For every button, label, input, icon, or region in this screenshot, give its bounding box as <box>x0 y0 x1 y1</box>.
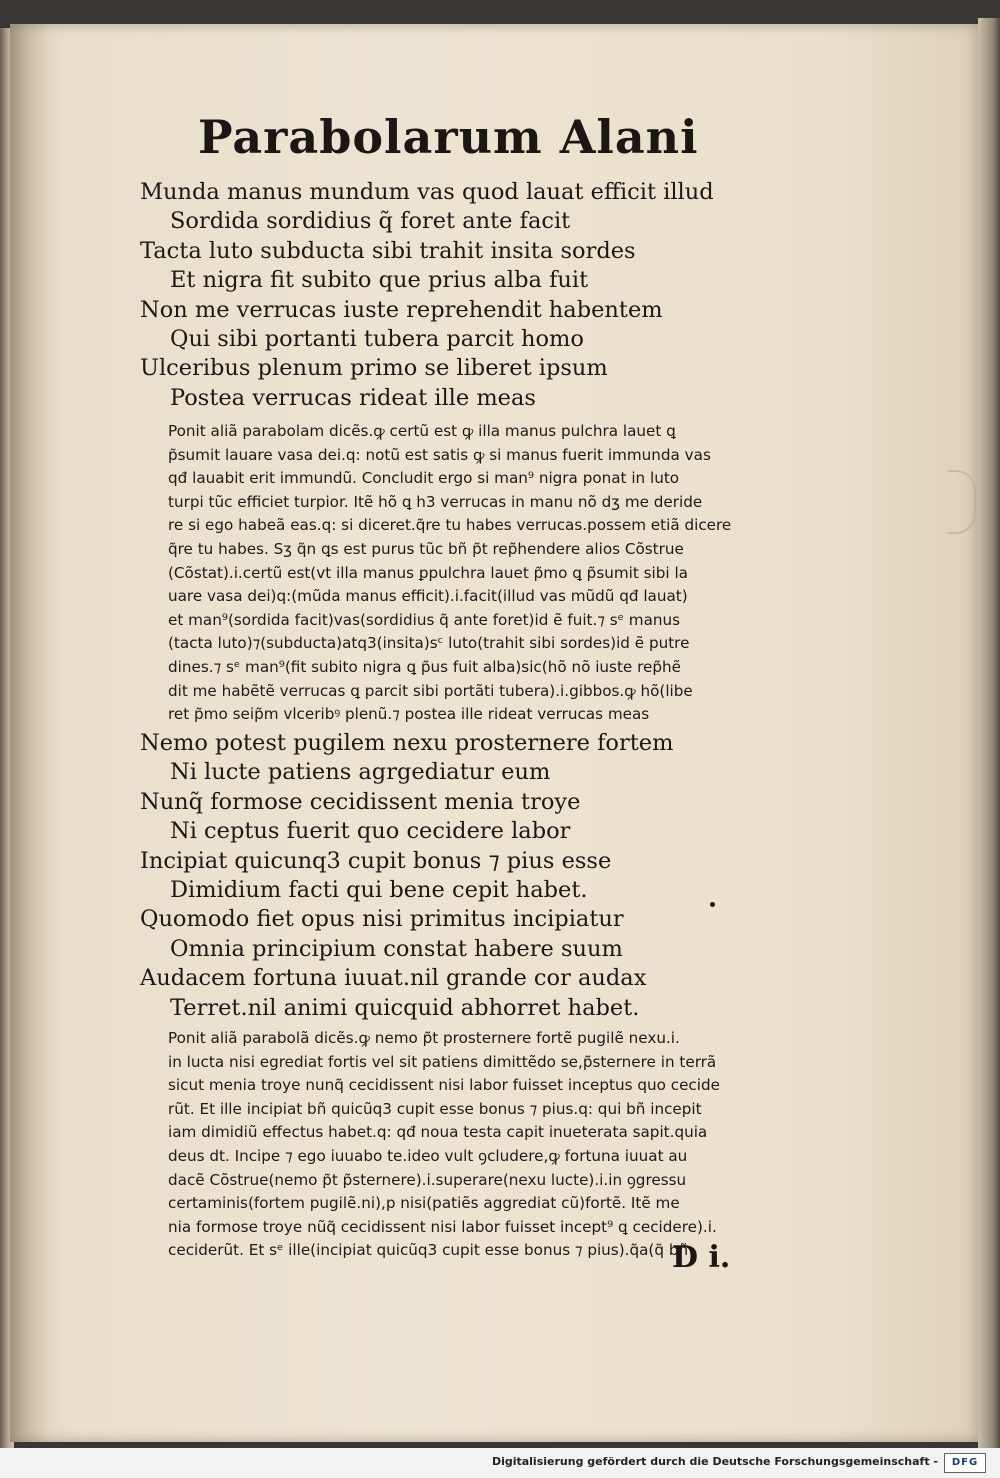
commentary-line: iam dimidiũ effectus habet.q: qđ noua testa capit inueterata sapit.quia <box>168 1123 708 1142</box>
commentary-line: dit me habẽtẽ verrucas ꝗ parcit sibi portãti tubera).i.gibbos.ꝙ hõ(libe <box>168 681 693 700</box>
running-head: Parabolarum Alani <box>198 110 699 164</box>
verse-line: Ulceribus plenum primo se liberet ipsum <box>140 355 608 382</box>
commentary-line: ceciderũt. Et sᵉ ille(incipiat quicũq3 cupit esse bonus ⁊ pius).q̃a(q̃ bñ <box>168 1241 689 1260</box>
commentary-line: certaminis(fortem pugilẽ.ni),p nisi(patiẽs aggrediat cũ)fortẽ. Itẽ me <box>168 1194 680 1213</box>
verse-line: Postea verrucas rideat ille meas <box>170 384 536 411</box>
footer-credit: Digitalisierung gefördert durch die Deutsche Forschungsgemeinschaft - <box>491 1455 938 1468</box>
verse-line: Non me verrucas iuste reprehendit habentem <box>140 296 663 323</box>
commentary-line: Ponit aliã parabolã dicẽs.ꝙ nemo p̃t prosternere fortẽ pugilẽ nexu.i. <box>168 1029 680 1047</box>
verse-line: Dimidium facti qui bene cepit habet. <box>170 876 588 903</box>
verse-line: Incipiat quicunq3 cupit bonus ⁊ pius esse <box>140 847 612 874</box>
verse-line: Qui sibi portanti tubera parcit homo <box>170 325 584 352</box>
dfg-logo: DFG <box>944 1453 986 1473</box>
commentary-line: re si ego habeã eas.q: si diceret.q̃re tu habes verrucas.possem etiã dicere <box>168 516 732 535</box>
verse-line: Audacem fortuna iuuat.nil grande cor audax <box>140 965 647 992</box>
commentary-line: dines.⁊ sᵉ man⁹(fit subito nigra ꝗ p̃us fuit alba)sic(hõ nõ iuste rep̃hẽ <box>168 657 681 676</box>
verse-line: Ni lucte patiens agrgediatur eum <box>170 759 551 786</box>
book-fore-edge <box>978 18 1000 1448</box>
verse-line: Ni ceptus fuerit quo cecidere labor <box>170 818 571 845</box>
commentary-line: qđ lauabit erit immundũ. Concludit ergo si man⁹ nigra ponat in luto <box>168 469 680 488</box>
commentary-line: in lucta nisi egrediat fortis vel sit patiens dimittẽdo se,p̃sternere in terrã <box>168 1052 717 1071</box>
commentary-line: sicut menia troye nunq̃ cecidissent nisi labor fuisset inceptus quo cecide <box>168 1076 720 1095</box>
verse-line: Tacta luto subducta sibi trahit insita sordes <box>140 237 636 264</box>
commentary-line: rũt. Et ille incipiat bñ quicũq3 cupit esse bonus ⁊ pius.q: qui bñ incepit <box>168 1099 702 1118</box>
verse-line: Munda manus mundum vas quod lauat efficit illud <box>140 179 714 205</box>
commentary-block-2 <box>168 1027 788 1263</box>
verse-line: Quomodo fiet opus nisi primitus incipiatur <box>140 906 624 933</box>
commentary-line: turpi tũc efficiet turpior. Itẽ hõ ꝗ h3 verrucas in manu nõ dʒ me deride <box>168 492 703 511</box>
verse-block-1 <box>140 178 760 413</box>
page-gutter-shadow <box>10 24 50 1442</box>
verse-line: Terret.nil animi quicquid abhorret habet. <box>170 994 640 1021</box>
commentary-line: (tacta luto)⁊(subducta)atq3(insita)sᶜ luto(trahit sibi sordes)id ẽ putre <box>168 634 690 653</box>
verse-line: Nunq̃ formose cecidissent menia troye <box>140 788 581 815</box>
commentary-line: uare vasa dei)q:(mũda manus efficit).i.facit(illud vas mũdũ qđ lauat) <box>168 587 688 606</box>
commentary-line: ret p̃mo seip̃m vlceribꝰ plenũ.⁊ postea ille rideat verrucas meas <box>168 705 650 724</box>
commentary-line: et man⁹(sordida facit)vas(sordidius q̃ ante foret)id ẽ fuit.⁊ sᵉ manus <box>168 610 681 629</box>
commentary-line: deus dt. Incipe ⁊ ego iuuabo te.ideo vult ꝯcludere,ꝙ fortuna iuuat au <box>168 1146 688 1165</box>
commentary-line: p̃sumit lauare vasa dei.q: notũ est satis ꝙ si manus fuerit immunda vas <box>168 445 711 464</box>
commentary-line: q̃re tu habes. Sʒ q̃n ꝗs est purus tũc bñ p̃t rep̃hendere alios Cõstrue <box>168 539 684 558</box>
commentary-line: Ponit aliã parabolam dicẽs.ꝙ certũ est ꝙ illa manus pulchra lauet ꝗ <box>168 422 676 440</box>
signature-mark: D i. <box>672 1240 731 1275</box>
verse-line: Nemo potest pugilem nexu prosternere fortem <box>140 730 674 756</box>
commentary-line: nia formose troye nũq̃ cecidissent nisi labor fuisset incept⁹ ꝗ cecidere).i. <box>168 1217 717 1236</box>
commentary-line: dacẽ Cõstrue(nemo p̃t p̃sternere).i.superare(nexu lucte).i.in ꝯgressu <box>168 1170 687 1189</box>
page-clip-mark <box>948 470 976 534</box>
commentary-line: (Cõstat).i.certũ est(vt illa manus ꝑpulchra lauet p̃mo ꝗ p̃sumit sibi la <box>168 563 688 582</box>
verse-block-2 <box>140 729 760 1023</box>
ink-dot-mark <box>710 902 715 907</box>
commentary-block-1 <box>168 420 788 727</box>
verse-line: Omnia principium constat habere suum <box>170 935 623 962</box>
verse-line: Et nigra fit subito que prius alba fuit <box>170 267 589 294</box>
verse-line: Sordida sordidius q̃ foret ante facit <box>170 208 571 235</box>
